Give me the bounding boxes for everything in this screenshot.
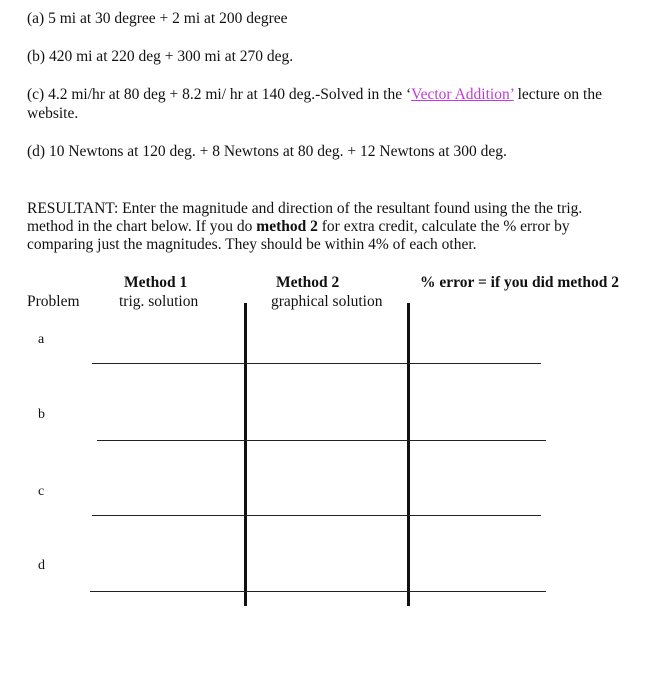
resultant-line-1: RESULTANT: Enter the magnitude and direction of the resultant found using the the trig. [27,200,583,217]
percent-error-header: % error = if you did method 2 [420,274,619,291]
problem-c-text: (c) 4.2 mi/hr at 80 deg + 8.2 mi/ hr at 140 deg.-Solved in the ‘ [27,86,412,103]
answer-line-a [92,363,541,364]
column-divider-1 [244,303,247,606]
row-label-d: d [38,558,45,573]
problem-d: (d) 10 Newtons at 120 deg. + 8 Newtons at 80 deg. + 12 Newtons at 300 deg. [27,143,507,160]
method-2-header: Method 2 [276,274,340,291]
problem-a: (a) 5 mi at 30 degree + 2 mi at 200 degree [27,10,288,27]
method-2-emphasis: method 2 [256,218,318,235]
method-1-header: Method 1 [124,274,188,291]
problem-c [27,86,602,104]
resultant-line-2 [27,218,570,236]
answer-line-c [92,515,541,516]
answer-line-d [90,591,546,592]
problem-c-continuation: website. [27,105,79,122]
row-label-a: a [38,332,45,347]
method-2-subheader: graphical solution [271,293,383,310]
problem-b: (b) 420 mi at 220 deg + 300 mi at 270 deg. [27,48,294,65]
resultant-line-2-start: method in the chart below. If you do [27,218,257,235]
column-divider-2 [407,303,410,606]
method-1-subheader: trig. solution [119,293,199,310]
problem-c-text-after: lecture on the [513,86,602,103]
problem-column-header: Problem [27,293,80,310]
row-label-b: b [38,407,45,422]
row-label-c: c [38,484,45,499]
resultant-line-2-end: for extra credit, calculate the % error by [317,218,570,235]
answer-line-b [97,440,546,441]
resultant-line-3: comparing just the magnitudes. They should be within 4% of each other. [27,236,477,253]
vector-addition-link[interactable]: Vector Addition’ [411,86,514,103]
